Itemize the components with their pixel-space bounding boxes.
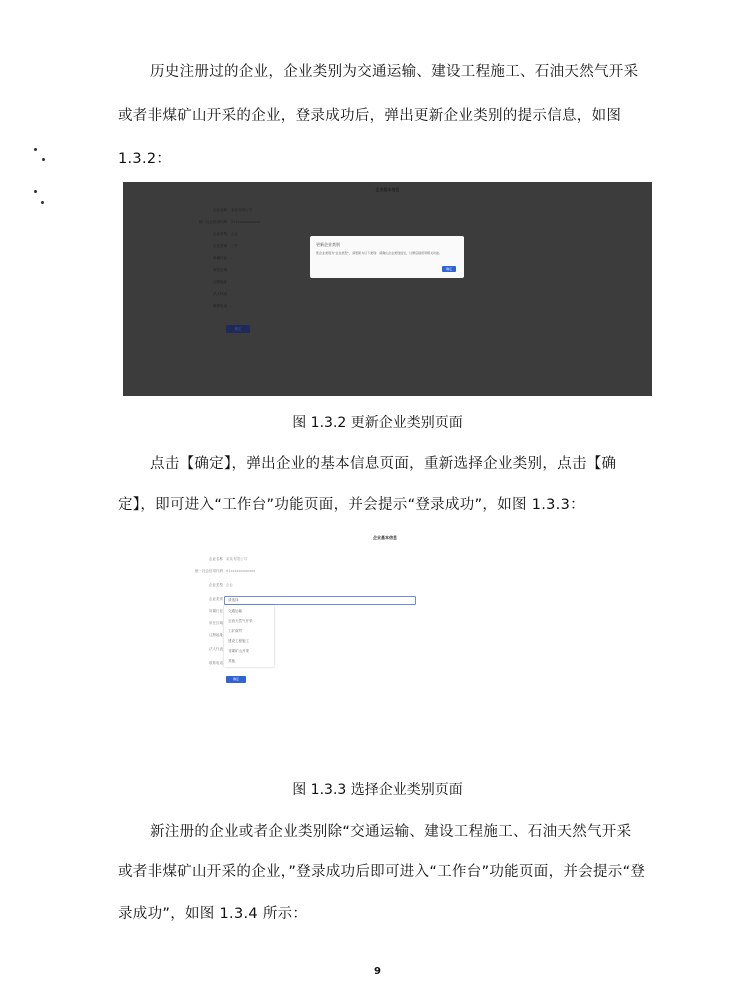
category-dropdown [224, 605, 274, 667]
form-row: 企业类型 企业 [213, 232, 238, 236]
paragraph-line: 录成功”，如图 1.3.4 所示： [118, 906, 308, 922]
scan-speck [34, 148, 37, 151]
figure-update-category-screenshot [123, 182, 652, 396]
form-title: 企业基本信息 [375, 187, 400, 192]
submit-button[interactable]: 确定 [226, 325, 250, 333]
paragraph-line: 或者非煤矿山开采的企业，”登录成功后即可进入“工作台”功能页面，并会提示“登 [118, 864, 646, 880]
paragraph-line: 历史注册过的企业，企业类别为交通运输、建设工程施工、石油天然气开采 [150, 64, 639, 80]
dropdown-option[interactable]: 交通运输 [228, 609, 242, 613]
form-row: 法人代表 [209, 647, 223, 651]
page-number: 9 [374, 966, 381, 977]
paragraph-line: 或者非煤矿山开采的企业，登录成功后，弹出更新企业类别的提示信息，如图 [118, 108, 622, 124]
form-row: 联系电话 -- [213, 304, 234, 308]
paragraph-line: 新注册的企业或者企业类别除“交通运输、建设工程施工、石油天然气开采 [150, 824, 632, 840]
form-row: 所属行业 [209, 609, 223, 613]
form-row: 统一社会信用代码 91xxxxxxxxxxxx [195, 569, 256, 573]
dropdown-option[interactable]: 其他 [228, 659, 235, 663]
form-row: 联系电话 [209, 661, 223, 665]
form-row: 所属行业 -- [213, 256, 234, 260]
form-row: 注册地址 -- [213, 280, 234, 284]
scan-speck [41, 201, 44, 204]
dropdown-option[interactable]: 建设工程施工 [228, 639, 249, 643]
form-row: 企业名称 某某有限公司 [213, 208, 252, 212]
form-row: 企业类型 企业 [209, 583, 233, 587]
form-row: 企业名称 某某有限公司 [209, 557, 247, 561]
dialog-confirm-button[interactable]: 确定 [442, 266, 456, 272]
figure-caption: 图 1.3.3 选择企业类别页面 [292, 782, 463, 798]
form-row: 统一社会信用代码 91xxxxxxxxxxxx [199, 220, 261, 224]
form-row: 企业类别 [209, 597, 223, 601]
paragraph-line: 定】，即可进入“工作台”功能页面，并会提示“登录成功”，如图 1.3.3： [118, 497, 585, 513]
update-category-dialog [310, 236, 464, 278]
dialog-message: 您企业类别为“企业类型”，请更新为以下类别：请确认企业类别信息，以便后续使用相关功能。 [316, 251, 443, 255]
scan-speck [34, 190, 37, 193]
form-row: 所在区域 -- [213, 268, 234, 272]
figure-caption: 图 1.3.2 更新企业类别页面 [292, 415, 463, 431]
paragraph-line: 点击【确定】，弹出企业的基本信息页面，重新选择企业类别，点击【确 [150, 456, 617, 472]
dropdown-option[interactable]: 非煤矿山开采 [228, 649, 249, 653]
scan-speck [42, 158, 45, 161]
dropdown-option[interactable]: 工矿商贸 [228, 629, 242, 633]
paragraph-line: 1.3.2： [118, 151, 172, 167]
submit-button[interactable]: 确定 [226, 676, 246, 683]
figure-select-category-screenshot [120, 533, 650, 763]
form-row: 注册地址 [209, 633, 223, 637]
form-row: 企业类别 工矿 [213, 244, 238, 248]
select-placeholder: 请选择 [228, 598, 239, 602]
form-title: 企业基本信息 [373, 535, 397, 540]
category-select[interactable] [224, 596, 416, 605]
dropdown-option[interactable]: 石油天然气开采 [228, 619, 253, 623]
dialog-title: 更新企业类别 [316, 242, 340, 247]
form-row: 法人代表 -- [213, 292, 234, 296]
form-row: 所在区域 [209, 621, 223, 625]
